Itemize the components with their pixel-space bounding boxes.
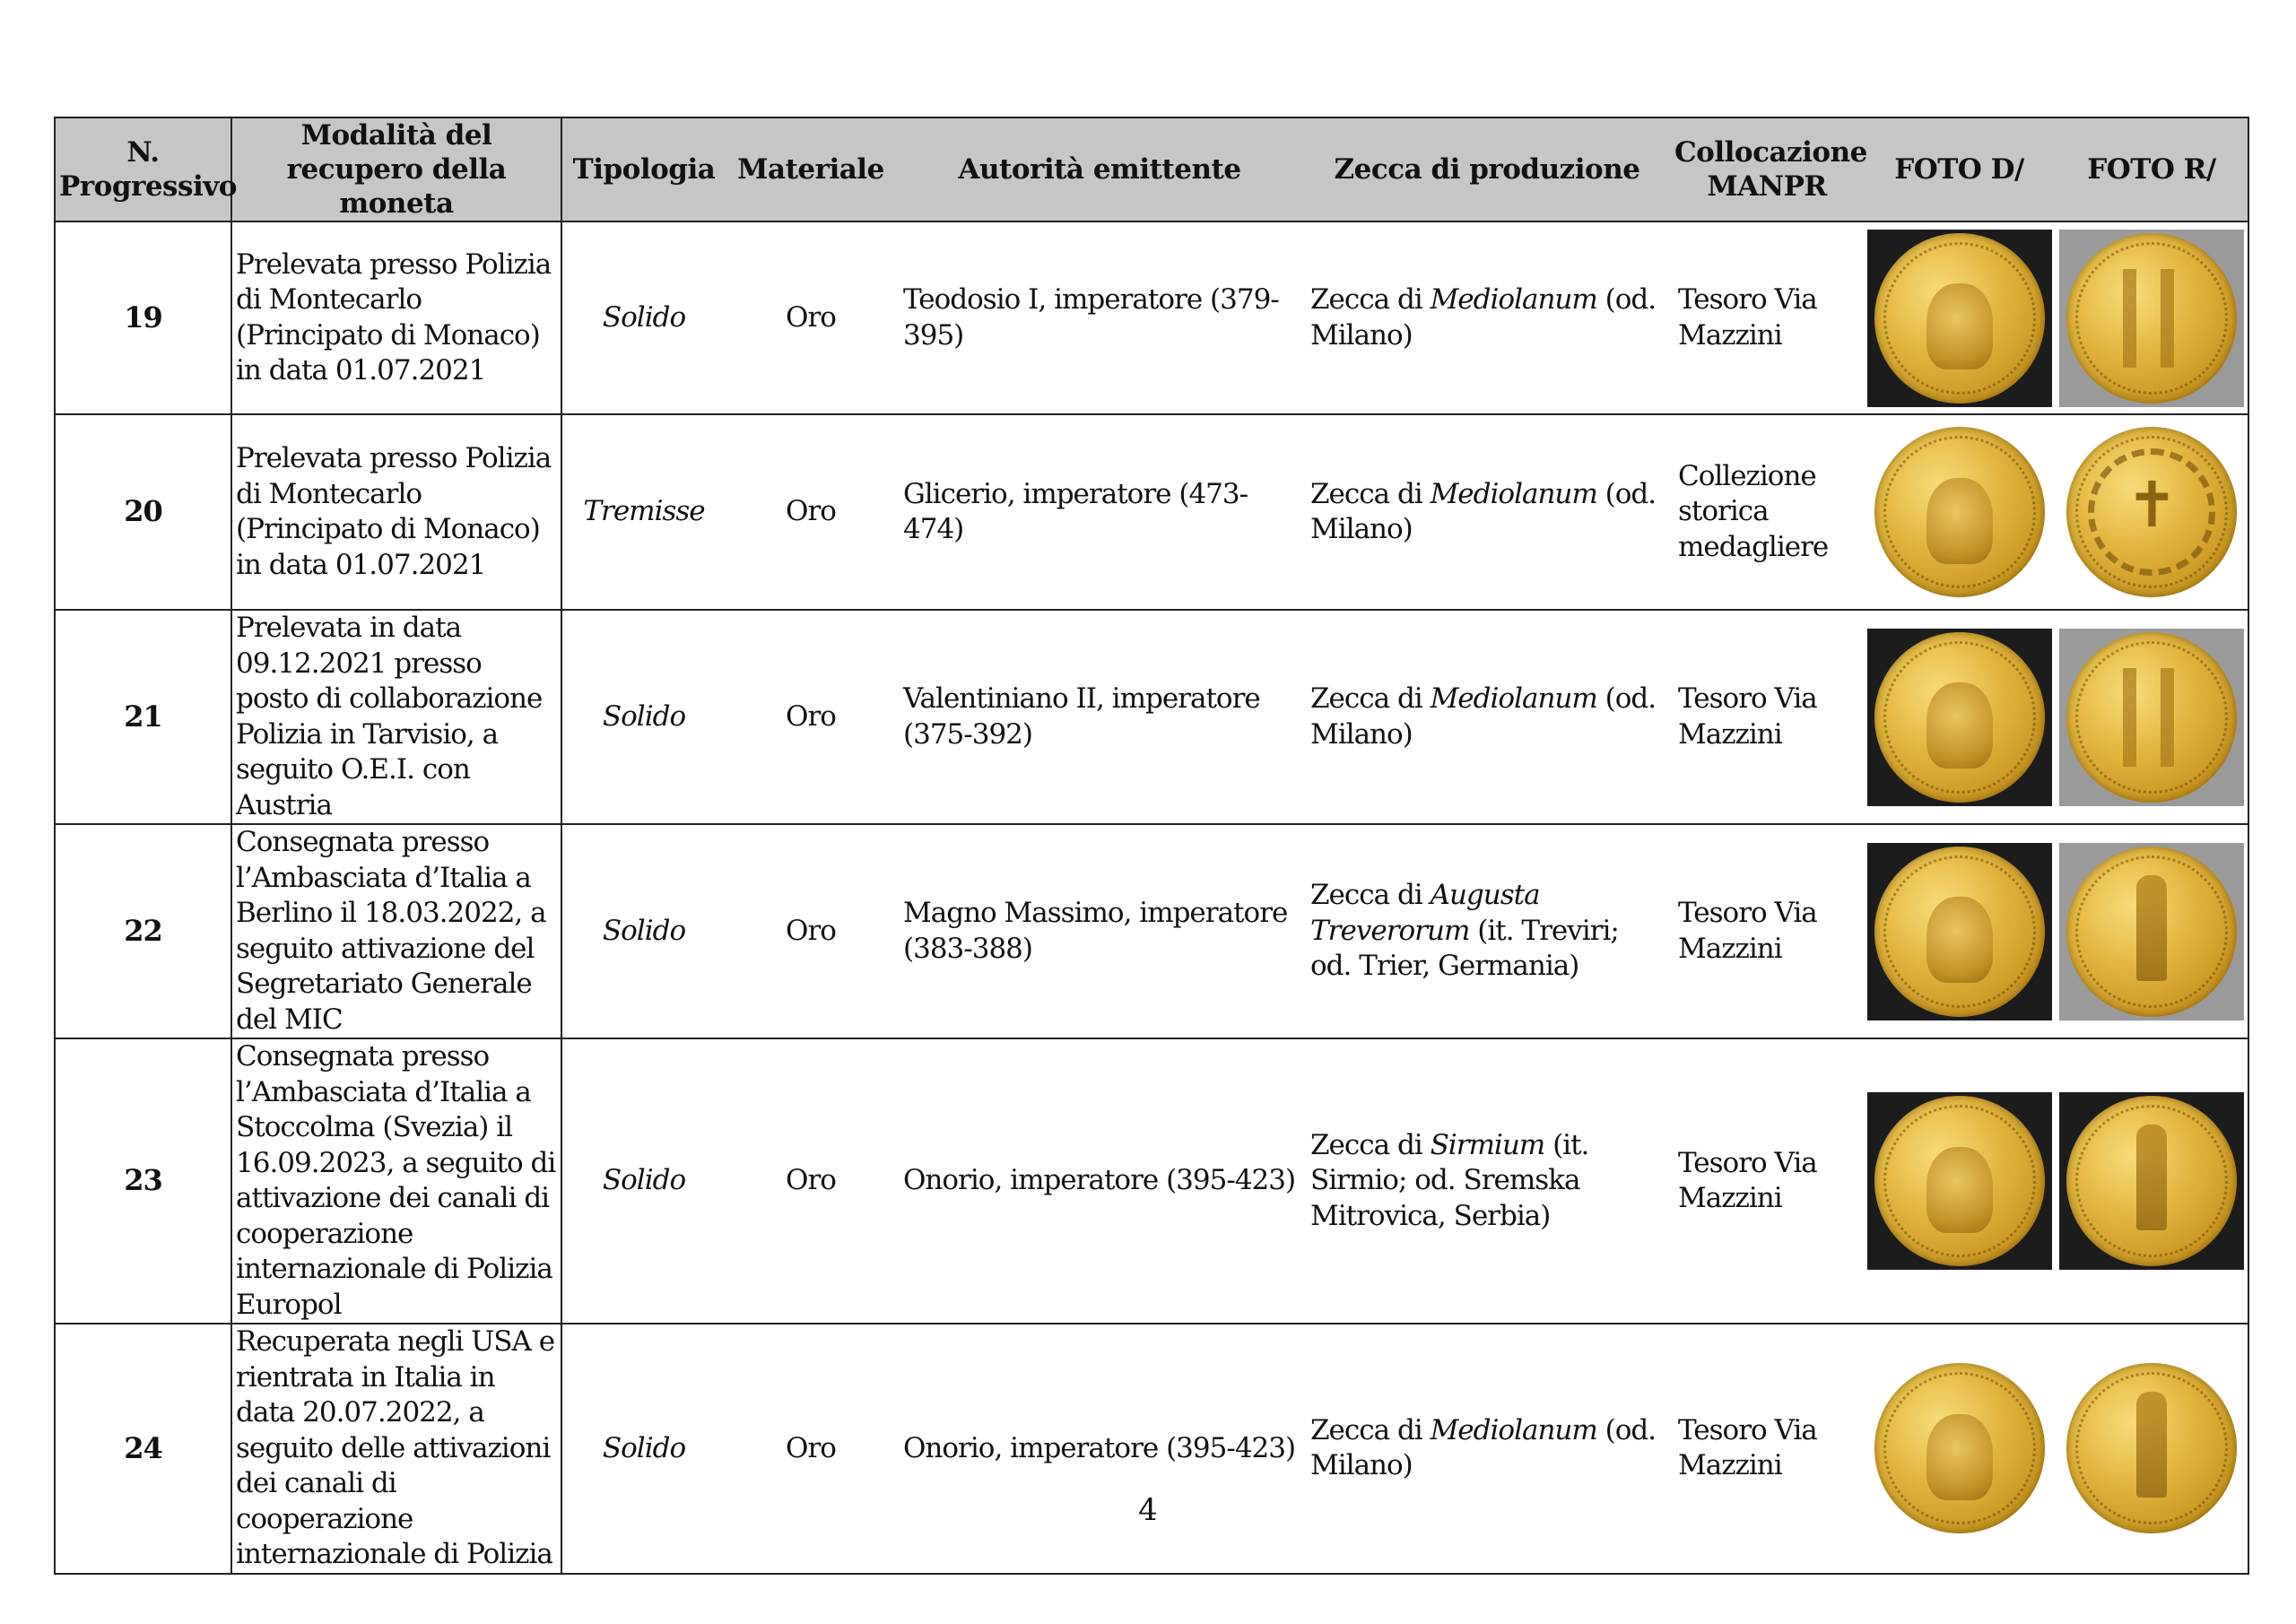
header-foto-d: FOTO D/ [1863, 117, 2056, 221]
location: Tesoro Via Mazzini [1671, 221, 1863, 414]
coin-type: Solido [561, 221, 726, 414]
photo-obverse [1863, 1324, 2056, 1574]
coin-obverse-bust-icon [1867, 423, 2052, 601]
photo-reverse [2056, 221, 2248, 414]
mint: Zecca di Augusta Treverorum (it. Treviri; od. Trier, Germania) [1303, 824, 1671, 1038]
row-number: 21 [55, 610, 231, 824]
location: Tesoro Via Mazzini [1671, 1038, 1863, 1324]
coin-obverse-bust-icon [1867, 843, 2052, 1020]
issuing-authority: Teodosio I, imperatore (379-395) [896, 221, 1303, 414]
table-row [55, 1324, 2248, 1574]
header-foto-r: FOTO R/ [2056, 117, 2248, 221]
coin-type: Solido [561, 1038, 726, 1324]
photo-reverse [2056, 414, 2248, 610]
recovery-method: Recuperata negli USA e rientrata in Italia in data 20.07.2022, a seguito delle attivazioni dei canali di cooperazione internazionale di Polizia [231, 1324, 561, 1574]
recovery-method: Prelevata in data 09.12.2021 presso posto di collaborazione Polizia in Tarvisio, a seguito O.E.I. con Austria [231, 610, 561, 824]
coin-type: Solido [561, 610, 726, 824]
photo-reverse [2056, 1038, 2248, 1324]
table-row [55, 414, 2248, 610]
row-number: 20 [55, 414, 231, 610]
coin-type: Solido [561, 1324, 726, 1574]
table-row [55, 221, 2248, 414]
material: Oro [726, 414, 896, 610]
recovery-method: Consegnata presso l’Ambasciata d’Italia a Berlino il 18.03.2022, a seguito attivazione del Segretariato Generale del MIC [231, 824, 561, 1038]
header-autorita: Autorità emittente [896, 117, 1303, 221]
photo-reverse [2056, 610, 2248, 824]
coin-obverse-bust-icon [1867, 629, 2052, 806]
location: Tesoro Via Mazzini [1671, 824, 1863, 1038]
issuing-authority: Magno Massimo, imperatore (383-388) [896, 824, 1303, 1038]
table-row [55, 1038, 2248, 1324]
table-row [55, 610, 2248, 824]
header-tipologia: Tipologia [561, 117, 726, 221]
coin-reverse-standing-emperor-icon [2059, 843, 2244, 1020]
mint: Zecca di Mediolanum (od. Milano) [1303, 221, 1671, 414]
photo-reverse [2056, 824, 2248, 1038]
material: Oro [726, 1038, 896, 1324]
photo-reverse [2056, 1324, 2248, 1574]
header-modalita: Modalità del recupero della moneta [231, 117, 561, 221]
table-row [55, 824, 2248, 1038]
material: Oro [726, 824, 896, 1038]
photo-obverse [1863, 824, 2056, 1038]
header-materiale: Materiale [726, 117, 896, 221]
location: Tesoro Via Mazzini [1671, 1324, 1863, 1574]
coin-reverse-two-figures-icon [2059, 629, 2244, 806]
coin-reverse-standing-emperor-icon [2059, 1092, 2244, 1270]
location: Tesoro Via Mazzini [1671, 610, 1863, 824]
recovery-method: Prelevata presso Polizia di Montecarlo (Principato di Monaco) in data 01.07.2021 [231, 414, 561, 610]
recovery-method: Consegnata presso l’Ambasciata d’Italia a Stoccolma (Svezia) il 16.09.2023, a seguito di attivazione dei canali di cooperazione internazionale di Polizia Europol [231, 1038, 561, 1324]
photo-obverse [1863, 221, 2056, 414]
issuing-authority: Valentiniano II, imperatore (375-392) [896, 610, 1303, 824]
mint: Zecca di Mediolanum (od. Milano) [1303, 1324, 1671, 1574]
issuing-authority: Glicerio, imperatore (473-474) [896, 414, 1303, 610]
coin-obverse-bust-icon [1867, 230, 2052, 407]
coins-table [54, 117, 2249, 1575]
coin-type: Tremisse [561, 414, 726, 610]
photo-obverse [1863, 610, 2056, 824]
row-number: 22 [55, 824, 231, 1038]
header-num: N. Progressivo [55, 117, 231, 221]
mint: Zecca di Mediolanum (od. Milano) [1303, 610, 1671, 824]
page-number: 4 [1138, 1492, 1158, 1528]
issuing-authority: Onorio, imperatore (395-423) [896, 1324, 1303, 1574]
row-number: 19 [55, 221, 231, 414]
coin-type: Solido [561, 824, 726, 1038]
mint: Zecca di Sirmium (it. Sirmio; od. Sremska Mitrovica, Serbia) [1303, 1038, 1671, 1324]
header-collocazione: Collocazione MANPR [1671, 117, 1863, 221]
material: Oro [726, 221, 896, 414]
mint: Zecca di Mediolanum (od. Milano) [1303, 414, 1671, 610]
issuing-authority: Onorio, imperatore (395-423) [896, 1038, 1303, 1324]
row-number: 24 [55, 1324, 231, 1574]
coin-obverse-bust-icon [1867, 1092, 2052, 1270]
row-number: 23 [55, 1038, 231, 1324]
photo-obverse [1863, 1038, 2056, 1324]
material: Oro [726, 1324, 896, 1574]
header-zecca: Zecca di produzione [1303, 117, 1671, 221]
recovery-method: Prelevata presso Polizia di Montecarlo (Principato di Monaco) in data 01.07.2021 [231, 221, 561, 414]
photo-obverse [1863, 414, 2056, 610]
location: Collezione storica medagliere [1671, 414, 1863, 610]
coin-reverse-two-figures-icon [2059, 230, 2244, 407]
coin-reverse-cross-wreath-icon: ✝ [2059, 423, 2244, 601]
table-header-row [55, 117, 2248, 221]
material: Oro [726, 610, 896, 824]
